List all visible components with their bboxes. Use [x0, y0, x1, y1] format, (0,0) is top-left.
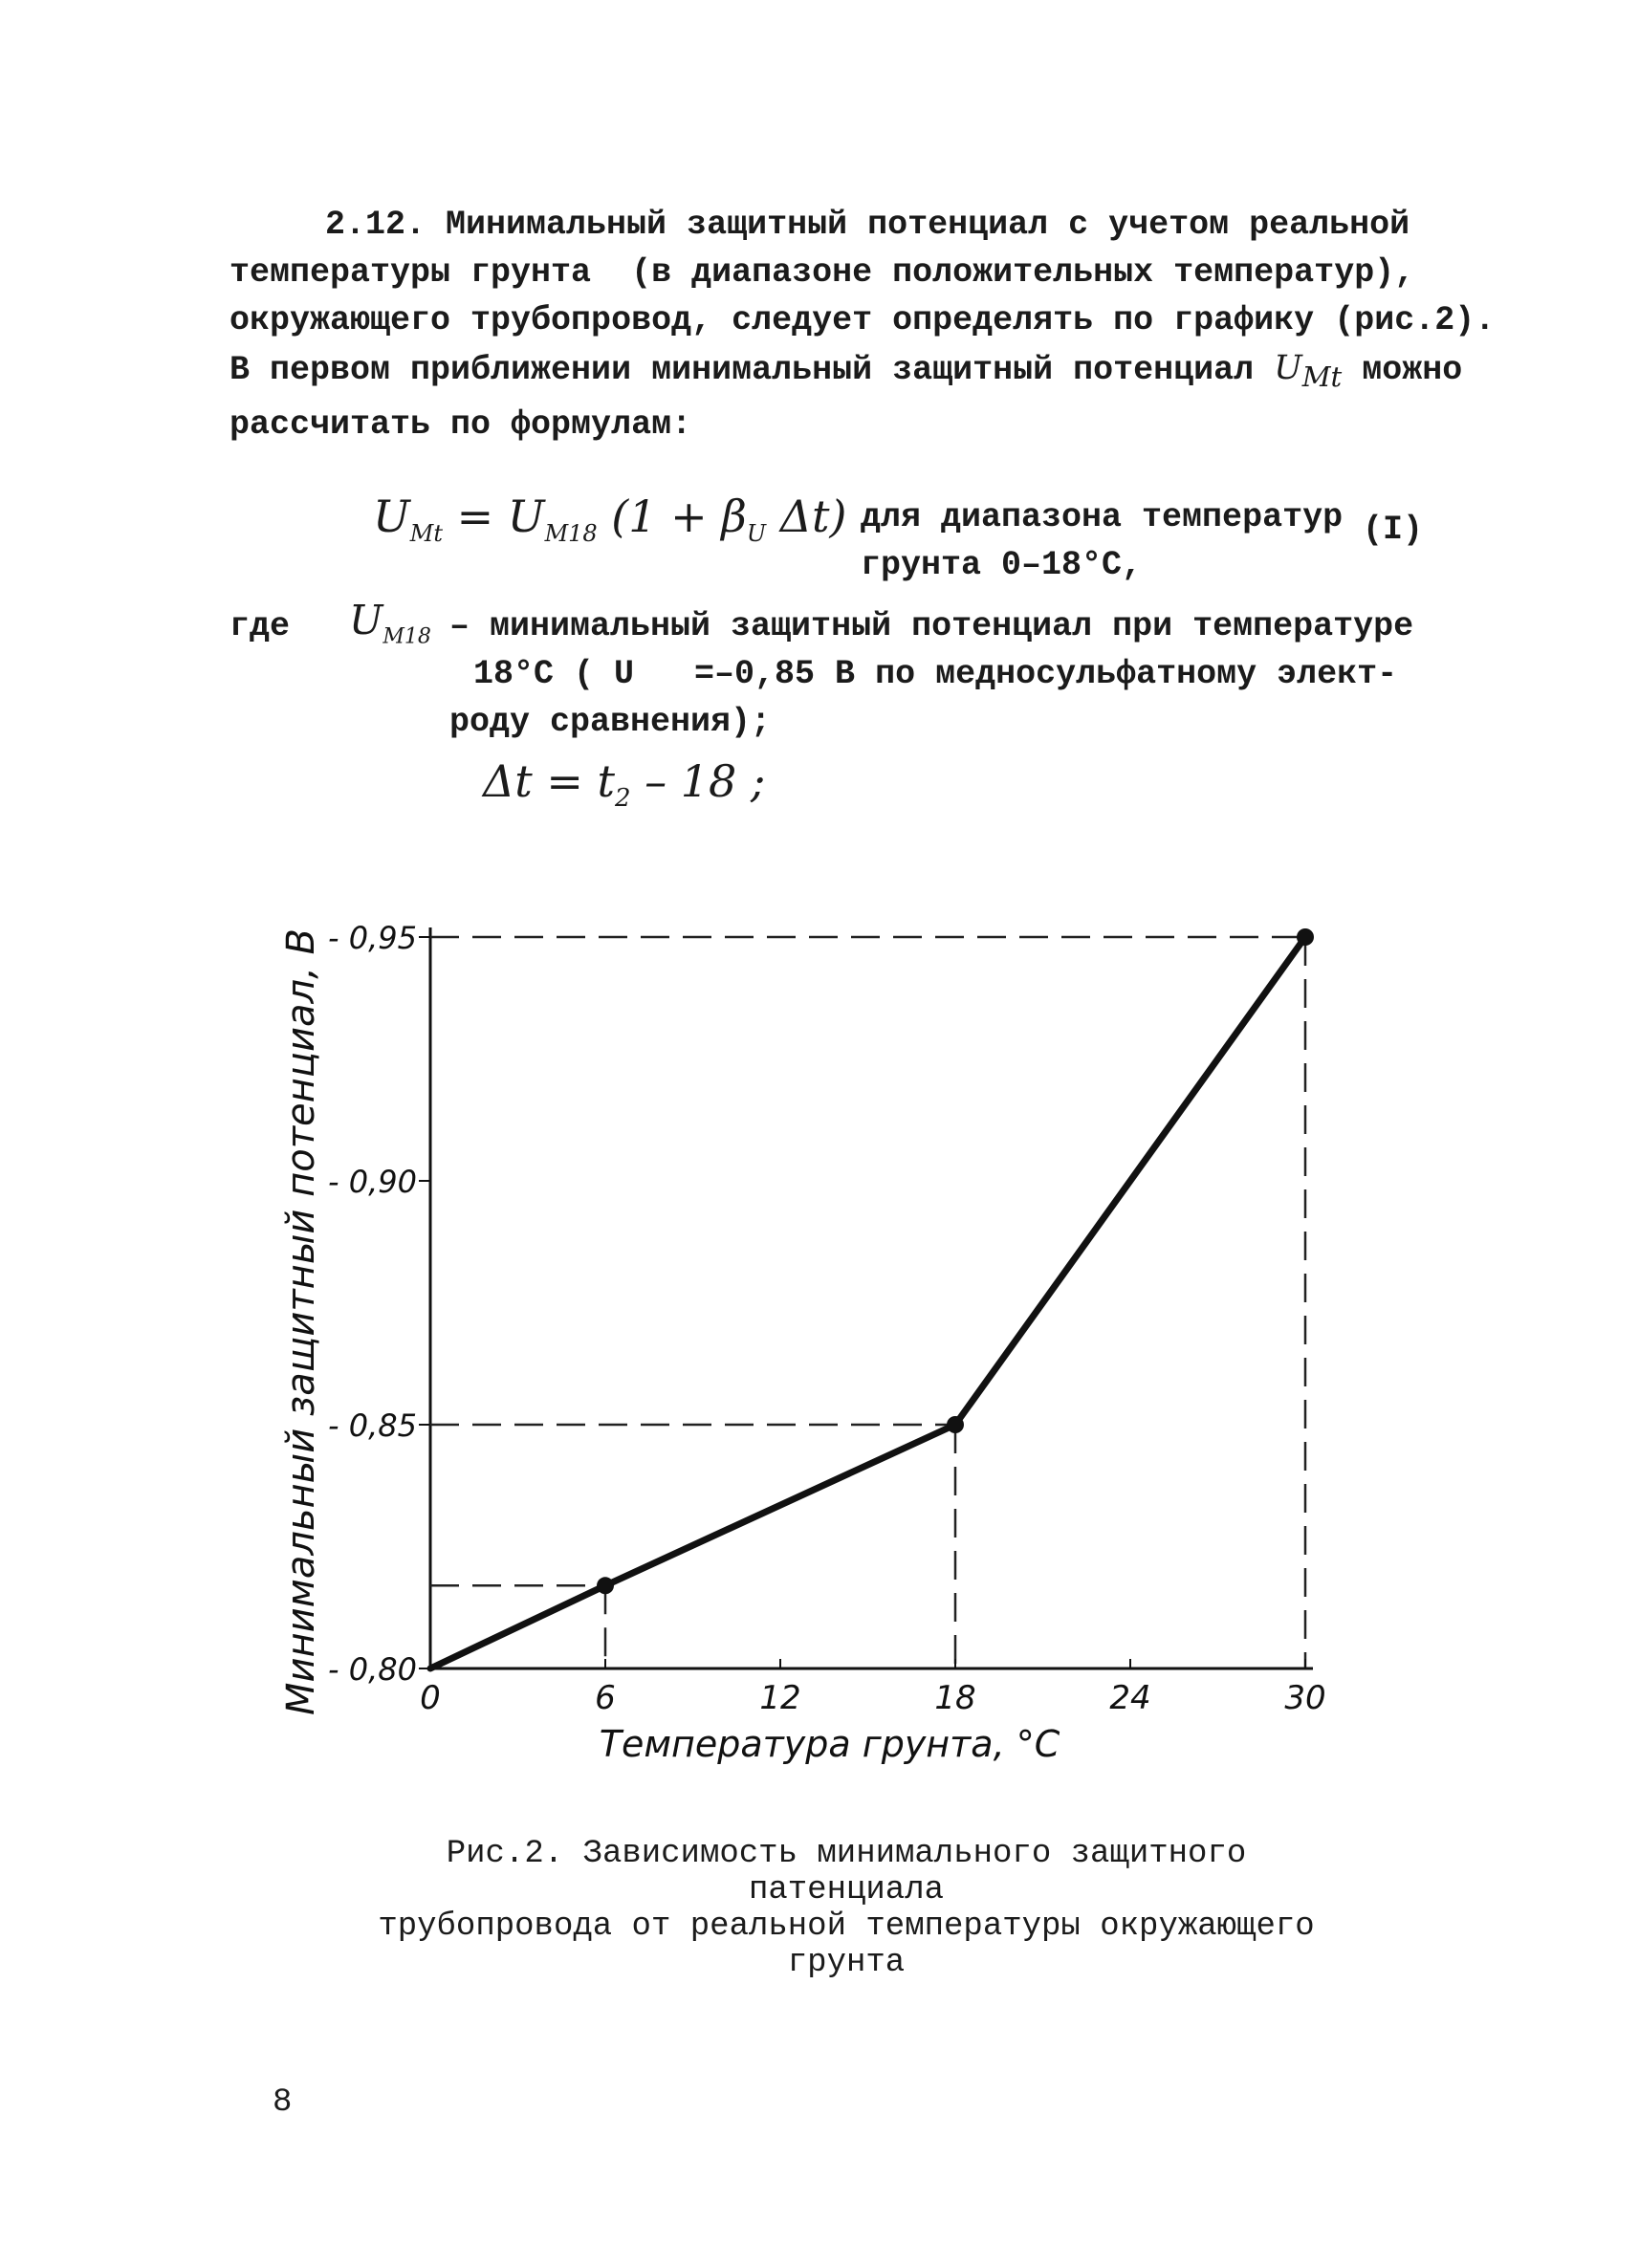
paragraph-line: 2.12. Минимальный защитный потенциал с учетом реальной: [325, 206, 1410, 244]
paragraph-line: рассчитать по формулам:: [229, 405, 692, 444]
x-tick-label: 12: [759, 1679, 801, 1717]
symbol-letter: U: [1274, 349, 1302, 387]
x-tick-label: 18: [934, 1679, 976, 1717]
y-tick-label: - 0,80: [328, 1651, 417, 1688]
paragraph-text: В первом приближении минимальный защитный потенциал: [229, 351, 1275, 389]
data-point: [597, 1577, 614, 1594]
formula-1: [373, 488, 1473, 593]
potential-temperature-chart: [268, 889, 1377, 1769]
page-number: 8: [273, 2084, 293, 2121]
y-tick-label: - 0,90: [328, 1164, 417, 1200]
series-line: [430, 937, 1305, 1668]
where-definition: [449, 602, 1413, 746]
symbol-subscript: M18: [382, 624, 431, 649]
formula-part: Δt): [766, 491, 847, 542]
formula-expression: [373, 488, 846, 562]
symbol-letter: U: [349, 597, 383, 643]
paragraph-2-12: [229, 201, 1496, 448]
paragraph-line: температуры грунта (в диапазоне положительных температур),: [229, 253, 1415, 292]
figure-caption: [339, 1836, 1353, 1981]
x-axis-title: Температура грунта, °С: [599, 1723, 1060, 1765]
formula-part: = U: [443, 491, 545, 542]
caption-line: грунта: [787, 1945, 906, 1981]
formula-subscript: M18: [544, 520, 598, 548]
x-tick-label: 30: [1284, 1679, 1326, 1717]
y-axis-title: Минимальный защитный потенциал, В: [279, 928, 323, 1715]
delta-formula: [483, 755, 765, 813]
formula-condition-line: грунта 0–18°С,: [861, 546, 1143, 584]
where-word: где: [229, 607, 291, 645]
delta-subscript: 2: [614, 784, 631, 814]
y-tick-label: - 0,85: [328, 1407, 417, 1444]
symbol-subscript: Mt: [1301, 360, 1343, 393]
x-tick-label: 24: [1109, 1679, 1151, 1717]
delta-part: – 18 ;: [630, 755, 766, 807]
caption-line: трубопровода от реальной температуры окружающего: [378, 1908, 1315, 1945]
x-tick-label: 0: [420, 1679, 441, 1717]
formula-subscript: Mt: [409, 520, 443, 548]
paragraph-text: можно: [1342, 351, 1463, 389]
formula-part: U: [373, 491, 410, 542]
formula-subscript: U: [746, 520, 767, 548]
paragraph-line: [229, 344, 1473, 401]
caption-line: Рис.2. Зависимость минимального защитного патенциала: [446, 1836, 1247, 1908]
data-point: [1297, 928, 1314, 946]
where-line: роду сравнения);: [449, 703, 772, 741]
symbol-u-m18: [349, 597, 431, 661]
paragraph-line: окружающего трубопровод, следует определять по графику (рис.2).: [229, 301, 1496, 339]
y-tick-label: - 0,95: [328, 920, 417, 956]
formula-part: (1 + β: [597, 491, 747, 542]
delta-part: Δt = t: [483, 755, 615, 807]
x-tick-label: 6: [595, 1679, 616, 1717]
data-point: [947, 1416, 964, 1433]
symbol-u-mt: [1274, 349, 1343, 393]
where-line: – минимальный защитный потенциал при температуре: [449, 607, 1414, 645]
formula-condition-line: для диапазона температур: [861, 498, 1344, 536]
formula-number: (I): [1363, 511, 1424, 549]
where-line: 18°С ( U =–0,85 В по медносульфатному элект-: [473, 655, 1398, 693]
formula-condition: [861, 493, 1343, 589]
